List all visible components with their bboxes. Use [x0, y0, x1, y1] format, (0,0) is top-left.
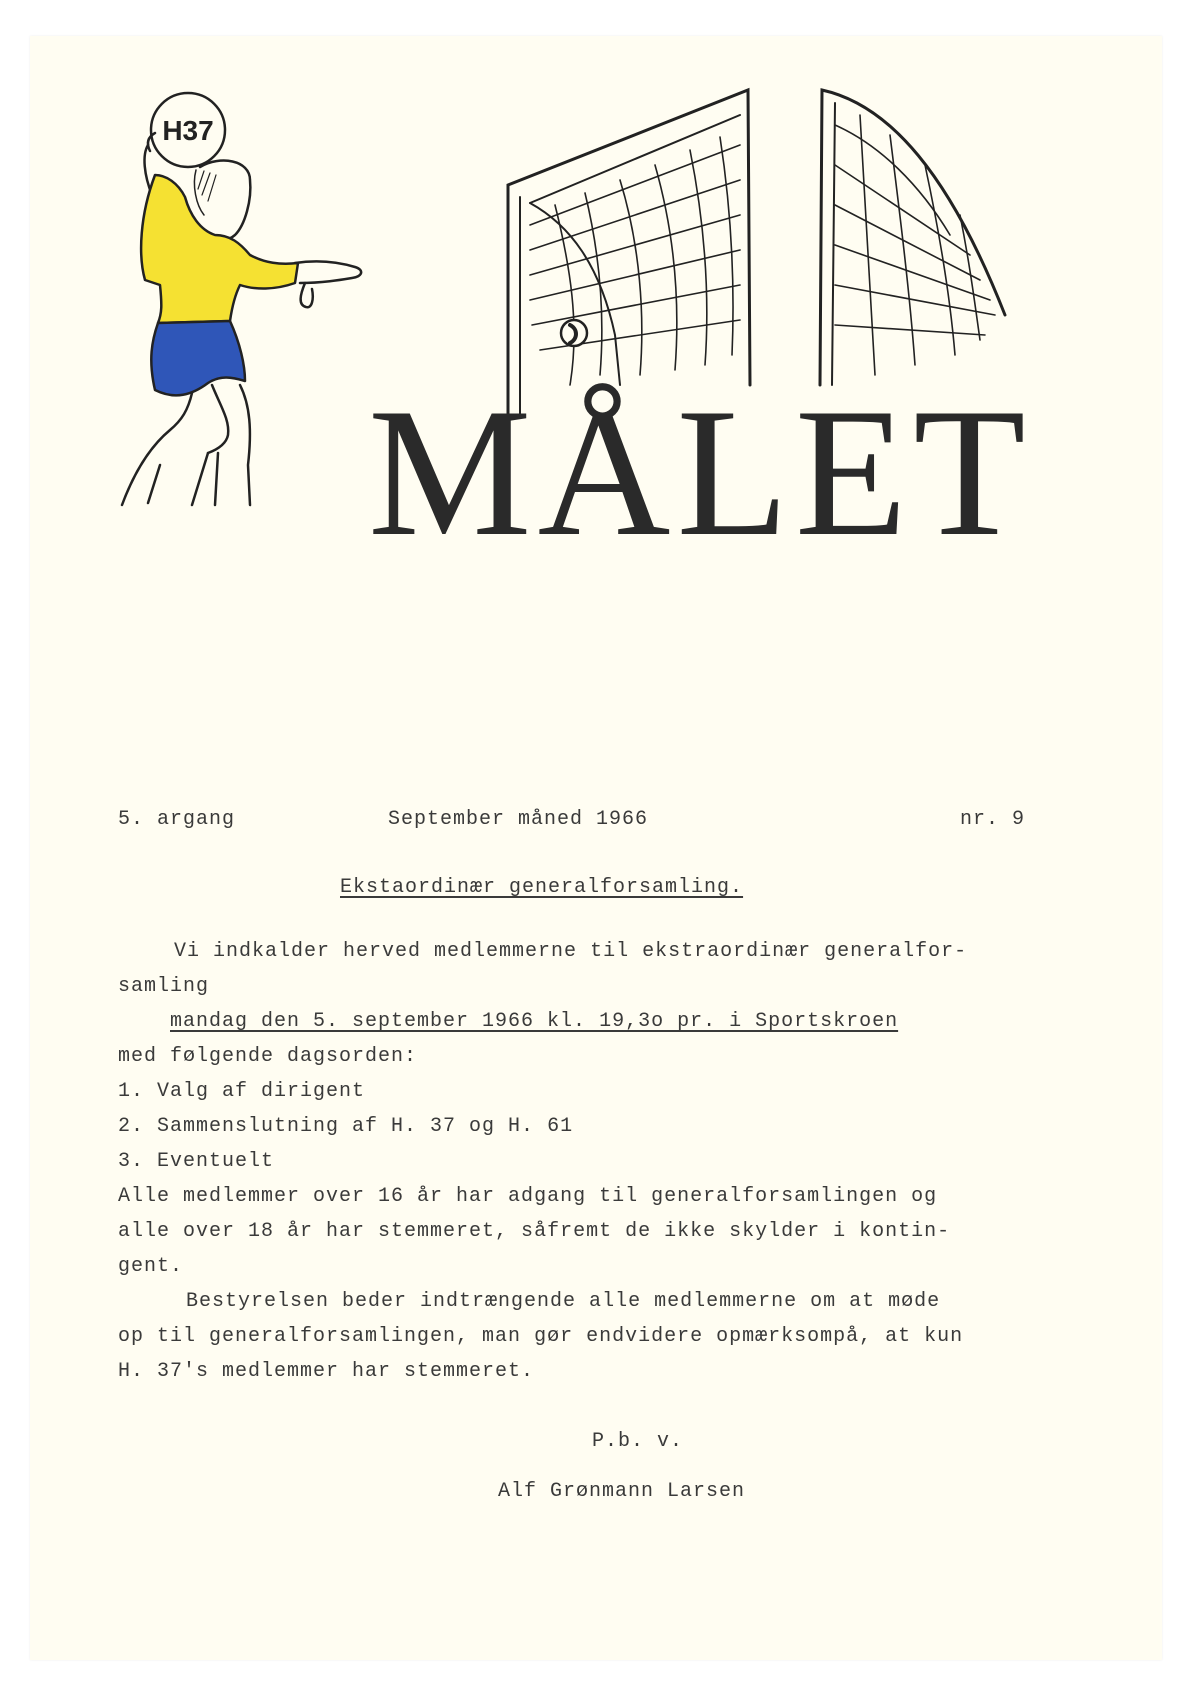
notice-heading: Ekstaordinær generalforsamling. [340, 876, 744, 899]
para2-line3: gent. [118, 1255, 184, 1278]
goal-net-illustration [508, 90, 1005, 415]
agenda-item: 3. Eventuelt [118, 1150, 275, 1173]
para3-line1: Bestyrelsen beder indtrængende alle medlemmerne om at møde [186, 1290, 941, 1313]
agenda-intro: med følgende dagsorden: [118, 1045, 418, 1068]
para3-line3: H. 37's medlemmer har stemmeret. [118, 1360, 535, 1383]
signature-name: Alf Grønmann Larsen [498, 1480, 746, 1503]
volume-label: 5. argang [118, 808, 236, 831]
para1-line2: samling [118, 975, 210, 998]
ball-label: H37 [162, 115, 214, 146]
meeting-details: mandag den 5. september 1966 kl. 19,3o pr. i Sportskroen [170, 1010, 899, 1033]
signature-pbv: P.b. v. [592, 1430, 684, 1453]
newsletter-title: MÅLET [368, 370, 1032, 574]
para1-line1: Vi indkalder herved medlemmerne til ekstraordinær generalfor- [174, 940, 968, 963]
issue-date: September måned 1966 [388, 808, 649, 831]
handball-player-illustration [122, 93, 361, 505]
agenda-item: 1. Valg af dirigent [118, 1080, 366, 1103]
para3-line2: op til generalforsamlingen, man gør endvidere opmærksompå, at kun [118, 1325, 964, 1348]
issue-number: nr. 9 [960, 808, 1026, 831]
para2-line2: alle over 18 år har stemmeret, såfremt de ikke skylder i kontin- [118, 1220, 951, 1243]
para2-line1: Alle medlemmer over 16 år har adgang til generalforsamlingen og [118, 1185, 938, 1208]
agenda-item: 2. Sammenslutning af H. 37 og H. 61 [118, 1115, 574, 1138]
